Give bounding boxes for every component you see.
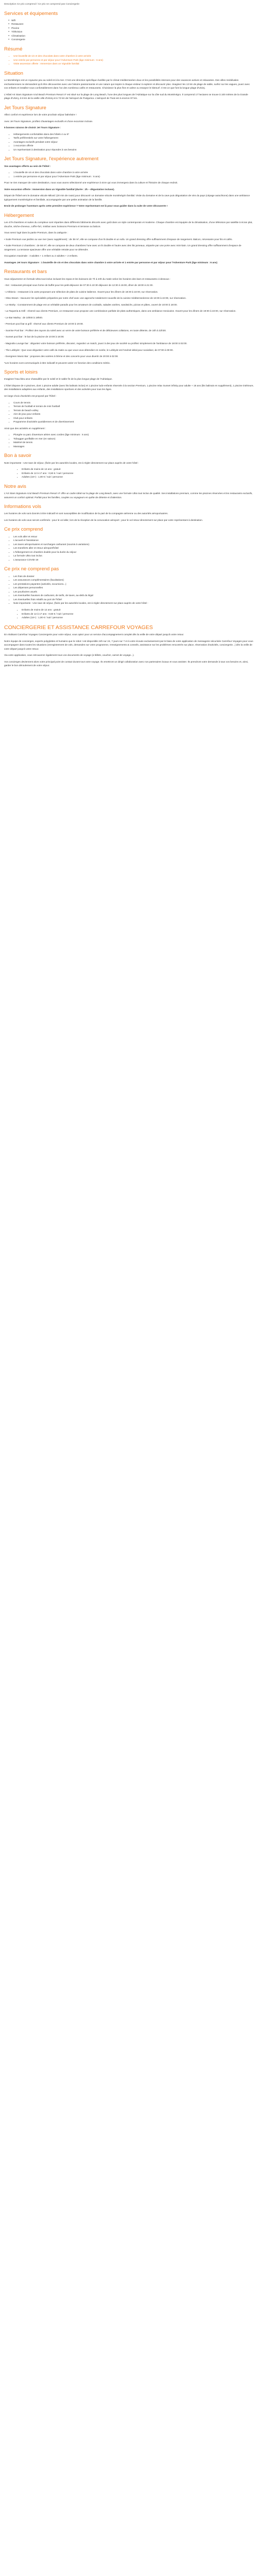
restaurants-title: Restaurants et bars xyxy=(4,269,47,275)
paragraph: En réalisant Carrefour Voyages Conciergerie pour votre séjour, vous optez pour un service d'accompagnement complet dès la veille de votre départ jusqu'à votre retour. xyxy=(4,633,184,636)
list-item: • Hébergements confortables dans des hôtels 4 ou 5* xyxy=(13,132,254,137)
list-item: • Les assurances complémentaires (facultatives) xyxy=(13,578,254,582)
list-item: • Aire de jeux pour enfants xyxy=(13,412,254,416)
paragraph: - L'Oblonio : restaurant à la carte proposant une sélection de plats de cuisine italienne. Ouvert pour les dîners de 18:30 à 22:00, sur réservation. xyxy=(4,290,158,293)
list-item: • Une bouteille de vin et des chocolats dans votre chambre à votre arrivée xyxy=(13,54,254,58)
paragraph: Les horaires de vols vous seront confirmés : pour le vol aller, lors de la réception de la convocation aéroport ; pour le vol retour directement sur place par votre représentant à destination. xyxy=(4,518,203,521)
list-item: • Les pourboires usuels xyxy=(13,590,254,594)
paragraph: Départ de l'hôtel vers le domaine viticole Milović (20 min de route) pour découvrir un domaine viticole monténégrin familial. Visite du domaine et de la cave puis dégustation de vins du pays (cépage autochtone) dans une ambiance typiquement monténégrine et familiale, accompagnée par une petite animation de la famille. xyxy=(4,194,250,201)
experience-title: Jet Tours Signature, l'expérience autrement xyxy=(4,156,99,162)
list-item: • Les dépenses personnelles xyxy=(13,586,254,590)
list-item: • Les prestations payantes (activités, excursions...) xyxy=(13,582,254,586)
tours-title: Jet Tours Signature xyxy=(4,105,46,111)
bon-title: Bon à savoir xyxy=(4,453,31,459)
paragraph: • Suite Premium vue jardins ou vue mer (avec supplément) : de 38 m², elle se compose d'un lit double et un sofa. Un grand dressing offre suffisamment d'espace de rangement. Balcon, nécessaire pour lits et cafés. xyxy=(4,238,233,241)
list-item: • Enfants de moins de 12 ans : gratuit xyxy=(22,608,254,612)
paragraph: Ainsi que des activités en supplément : xyxy=(4,427,46,430)
list-item: • Avantages exclusifs pendant votre séjour xyxy=(13,140,254,144)
tours-list xyxy=(4,132,254,152)
list-item: • Les éventuelles hausses de carburant, de tarifs, de taxes, au-delà du légal xyxy=(13,594,254,598)
list-item: • Cours de tennis xyxy=(13,401,254,405)
infos-title: Informations vols xyxy=(4,504,41,510)
experience-list xyxy=(4,171,254,178)
paragraph: - Premium pool bar & grill : réservé aux clients Premium de 10:00 à 19:00. xyxy=(4,323,84,326)
list-item: ● Wifi xyxy=(8,19,254,23)
paragraph: L'Hôtel Art Stars Signature Azul Beach Premium Resort 4* est situé sur la plage de Long Beach, l'une des plus longues de l'Adriatique sur la côte sud du Monténégro. Il comprend 17 hectares se trouve à 100 mètres de la Grande plage d'Ulcinj, à 5 km de la vieille ville d'Ulcinj et à 72 km de l'aéroport de Podgorica. L'aéroport de Tivat est à environ 97 km. xyxy=(4,93,248,100)
paragraph: Avantages Jet tours Signature : 1 bouteille de vin et des chocolats dans votre chambre à votre arrivée et 1 entrée par personne et par séjour pour l'Adventure Park (âge minimum : 6 ans) xyxy=(4,261,218,264)
list-item: • Les taxes aéroportuaires et surcharges carburant (soumis à variations) xyxy=(13,543,254,547)
list-item: • L'assurance COVID-19 xyxy=(13,558,254,562)
paragraph: - Le Marky : Constamment de plage est un véritable paradis pour les amateurs de cocktails, salades variées, sandwichs, pizzas et pâtes, ouvert de 10:00 à 18:00. xyxy=(4,303,178,306)
list-item: • Toboggan gonflable en mer (en saison) xyxy=(13,437,254,441)
list-item: • L'accueil et l'assistance xyxy=(13,538,254,543)
list-item: • La formule Ultra tout inclus xyxy=(13,554,254,558)
list-item: • Club pour enfants xyxy=(13,416,254,420)
paragraph: Avec Jet Tours Signature, profitez d'avantages exclusifs et d'une excursion incluse. xyxy=(4,120,93,123)
list-item: • Matériel de tennis xyxy=(13,440,254,445)
list-item: • Programme d'activités quotidiennes et de divertissement xyxy=(13,420,254,424)
list-item: • Enfants de 12 à 17 ans : 0,50 € / nuit / personne xyxy=(22,471,254,476)
list-item: • Les transferts aller et retour aéroport/hôtel xyxy=(13,546,254,550)
sports-extra-list xyxy=(4,433,254,448)
list-item: • Adultes (18+) : 1,00 € / nuit / personne xyxy=(22,475,254,479)
comprend-title: Ce prix comprend xyxy=(4,527,43,533)
concierge-title: CONCIERGERIE ET ASSISTANCE CARREFOUR VOYAGES xyxy=(4,624,153,631)
paragraph: - Evergreen Music Bar : proposes des soirées à thème et des concerts pour vous divertir de 20:00 à 02:00. xyxy=(4,355,119,358)
sports-list xyxy=(4,401,254,424)
paragraph: Le Monténégro est un royaume peu au soleil et à la mer. C'est une direction spécifique éveillée par le climat méditerranéen doux et les possibilités intenses pour des vacances actives et relaxantes. Des villes médiévales enchanteresses ne demandent qu'à être découvertes avec une histoire passionnante et une nature qui inspire à chaque visiteur à explorer et découvrir plus. Imaginez les 13 km de plage de sable, surfez sur les vagues, jouez avec vos enfants et installez-vous confortablement dans l'un des nombreux cafés et restaurants. Choisissez la plus fine et calme ou essayez le kitesurf. C'est ce que font la longue plage d'Ulcinj. xyxy=(4,79,250,90)
paragraph: - Olea Steam : Savourez les spécialités préparées par notre chef avec une approche totalement nouvelle de la cuisine méditerranéenne de 18:30 à 22:00, sur réservation. xyxy=(4,297,187,300)
paragraph: Votre excursion offerte : Immersion dans un Vignoble familial (durée : 2h – dégustation incluse). xyxy=(4,188,115,191)
list-item: • Un représentant à destination pour répondre à vos besoins xyxy=(13,148,254,152)
services-title: Services et équipements xyxy=(4,10,58,16)
list-item: • Massages xyxy=(13,445,254,449)
necomprend-sub-list xyxy=(4,608,254,620)
list-item: • Terrain de football et terrain de mini football xyxy=(13,404,254,409)
paragraph: - La Taqueria & Grill : réservé aux clients Premium, ce restaurant vous propose une combinaison parfaite de plats authentiques, dans une ambiance mexicaine. Ouvert pour les dîners de 19:00 à 22:00, sur réservation. xyxy=(4,310,236,313)
situation-title: Situation xyxy=(4,70,23,76)
paragraph: Vos avantages offerts au sein de l'hôtel : xyxy=(4,164,51,167)
bon-list xyxy=(4,467,254,479)
list-item: • Terrain de beach-volley xyxy=(13,409,254,413)
paragraph: Occupation maximale : 3 adultes + 1 enfant ou 2 adultes + 2 enfants. xyxy=(4,255,78,258)
list-item: ● Climatisation xyxy=(8,34,254,38)
list-item: ● Télévision xyxy=(8,30,254,34)
paragraph: - Ext : restaurant principal sous forme de buffet pour les petit-déjeuner de 07:30 à 10:30 déjeuner de 12:30 à 15:00, dîner de 18:00 à 21:30. xyxy=(4,284,153,287)
comprend-list xyxy=(4,535,254,562)
list-item: • Les vols aller et retour xyxy=(13,535,254,539)
resume-title: Résumé xyxy=(4,46,23,52)
list-item: • Tarifs préférentiels sur votre hébergement xyxy=(13,136,254,140)
paragraph: Alliez confort et expérience lors de votre prochain séjour balnéaire ! xyxy=(4,113,76,116)
list-item: ● Conciergerie xyxy=(8,38,254,42)
paragraph: - Le Bar Marley : de 10h00 à 19h00. xyxy=(4,316,43,319)
paragraph: Les 479 chambres et suites du complexe sont réparties dans différents bâtiments décorés avec goût dans un style contemporain et moderne. Chaque chambre est équipée de la climatisation, d'une télévision par satellite à écran plat, douche, sèche-cheveux, coffre-fort, minibar avec boissons Premium et terrasse ou balcon. xyxy=(4,221,253,228)
list-item: • Une entrée par personne et par séjour pour l'Adventure Park (âge minimum : 6 ans) xyxy=(13,58,254,62)
paragraph: 5 bonnes raisons de choisir Jet Tours Signature : xyxy=(4,126,61,129)
paragraph: - Sunrise Pool bar : Profitez des rayons du soleil avec un verre de votre boisson préférée et de délicieuses collations, en toute détente, de 10h à 22h30. xyxy=(4,329,167,332)
list-item: • Les éventuelles frais relatifs au port de l'hôtel xyxy=(13,598,254,602)
paragraph: Note importante : Une taxe de séjour, (fixée par les autorités locales, est à régler directement sur place auprès de votre hôtel : xyxy=(4,461,139,464)
sports-title: Sports et loisirs xyxy=(4,369,38,376)
list-item: • Enfants de moins de 12 ans : gratuit xyxy=(22,467,254,471)
paragraph: Vous serez logé dans la partie Premium, dans la catégorie : xyxy=(4,231,68,234)
necomprend-title: Ce prix ne comprend pas xyxy=(4,566,59,572)
list-item: • 1 excursion offerte xyxy=(13,144,254,148)
tab-links[interactable]: Description Ce prix comprend / Ce prix ne comprend pas Conciergerie xyxy=(4,3,79,5)
necomprend-list xyxy=(4,574,254,605)
page xyxy=(0,0,258,675)
services-list xyxy=(4,19,254,42)
list-item: ● Restaurant xyxy=(8,22,254,26)
paragraph: Notre équipe de concierges, experts polyglottes et humains que le robot ! est disponible 24h sur 24, 7 jours sur 7 et à votre écoute exclusivement par le biais de votre application de messagerie sécurisée Carrefour Voyages pour vous accompagner dans toutes les situations (enregistrement de vols, demandes sur votre programme, renseignements & conseils, assistance sur les problèmes rencontrés sur place, réservation d'activités, conciergerie...) dès la veille de votre départ jusqu'à votre retour. xyxy=(4,639,253,650)
list-item: • L'hébergement en chambre double pour la durée du séjour xyxy=(13,550,254,554)
list-item: ● Piscine xyxy=(8,26,254,30)
list-item: • Enfants de 12 à 17 ans : 0,50 € / nuit / personne xyxy=(22,612,254,616)
hebergement-title: Hébergement xyxy=(4,212,34,218)
list-item: • 1 bouteille de vin et des chocolats dans votre chambre à votre arrivée xyxy=(13,171,254,175)
paragraph: Via votre application, vous retrouverez également tous vos documents de voyage (e-billets, voucher, carnet de voyage...). xyxy=(4,654,135,657)
paragraph: - Magnolia Lounge bar : dégustez votre boisson préférée, discutez, regardez un match, jouez à des jeux de société ou profitez simplement de l'ambiance de 18:00 à 02:00. xyxy=(4,342,187,345)
list-item: • Visite ascension offerte : Immersion dans un Vignoble familial xyxy=(13,62,254,66)
paragraph: Les horaires de vols sont donnés à titre indicatif et sont susceptibles de modification de la part de la compagnie aérienne ou des autorités aéroportuaires. xyxy=(4,512,168,515)
paragraph: Un large choix d'activités est proposé par l'hôtel : xyxy=(4,395,57,397)
paragraph: L'hôtel dispose de 4 piscines, dont 1 piscine adulte (avec lits balinais inclus) et 1 piscine ludo-enfants réservée à la section Premium, 1 piscine relax Sunset infinity pour adulte + 18 ans (lits balinais en supplément), 1 piscine intérieure, des installations adaptées aux enfants, des installations sportives et des activités pour tous les âges. xyxy=(4,384,254,391)
paragraph: - The Lobbyist : Que vous dégustiez votre café du matin ou que vous vous détendiez en soirée, le Lobbyist est l'endroit idéal pour socialiser, de 07:00 à 00:00. xyxy=(4,348,174,351)
paragraph: Vous séjournerez en formule Ultra tout inclus incluant les repas et les boissons de 7h à 23h du matin selon les horaires des bars et restaurants ci-dessous : xyxy=(4,277,171,280)
list-item: • Adultes (18+) : 1,00 € / nuit / personne xyxy=(22,616,254,620)
paragraph: *Les horaires sont communiqués à titre indicatif et peuvent varier en fonction des conditions météo. xyxy=(4,361,110,364)
avis-title: Notre avis xyxy=(4,483,26,489)
paragraph: Envie de prolonger l'aventure après cette première expérience ? Votre représentant est là pour vous guider dans la suite de votre découverte ! xyxy=(4,205,168,208)
paragraph: Vos concierges deviennent alors votre principal point de contact durant tout votre voyage. Ils emettront un dirigé collaboration avec nos partenaires locaux et vous assister. Ils prendront votre demande à tous vos besoins et, ainsi, garder le bon déroulement de votre séjour. xyxy=(4,660,249,667)
resume-list xyxy=(4,54,254,66)
paragraph: Pour ne rien manquer de votre destination, nous vous avons sélectionné une expérience à vivre qui vous immergera dans la culture et l'histoire de chaque endroit. xyxy=(4,181,178,184)
paragraph: - Sunset pool bar : le bar de la piscine de 10:00 à 18:00. xyxy=(4,335,64,338)
list-item: • 1 entrée par personne et par séjour pour l'Adventure Park (âge minimum : 6 ans) xyxy=(13,175,254,179)
list-item: • Plongée ou parc d'aventure aérien avec cordes (âge minimum : 6 ans) xyxy=(13,433,254,437)
paragraph: • Suite Premium 2 chambres : de 58 m², elle se compose de deux chambres l'une avec un lit double et l'autre avec des lits jumeaux, séparée par une porte avec mini-bain. Un grand dressing offre suffisamment d'espace de rangement. La terrasse spacieuse offre une véritable retraite pour se détendre. xyxy=(4,244,241,251)
paragraph: L'Art Stars Signature Azul Beach Premium Resort 4* offre un cadre idéal sur la plage de Long Beach, avec une formule Ultra tout inclus de qualité. Ses installations premium, comme les piscines réservées et les restaurants exclusifs, assurent un confort optimal. Parfait pour les familles, couples ou voyageurs en quête de détente et d'attention. xyxy=(4,492,253,499)
list-item: • Note importante : Une taxe de séjour, (fixée par les autorités locales, est à régler directement sur place auprès de votre hôtel : xyxy=(13,601,254,605)
list-item: • Les frais de dossier xyxy=(13,574,254,579)
paragraph: Imaginez l'eau bleu azur chatouillée par le soleil et le sable fin de la plus longue plage de l'Adriatique. xyxy=(4,378,112,381)
